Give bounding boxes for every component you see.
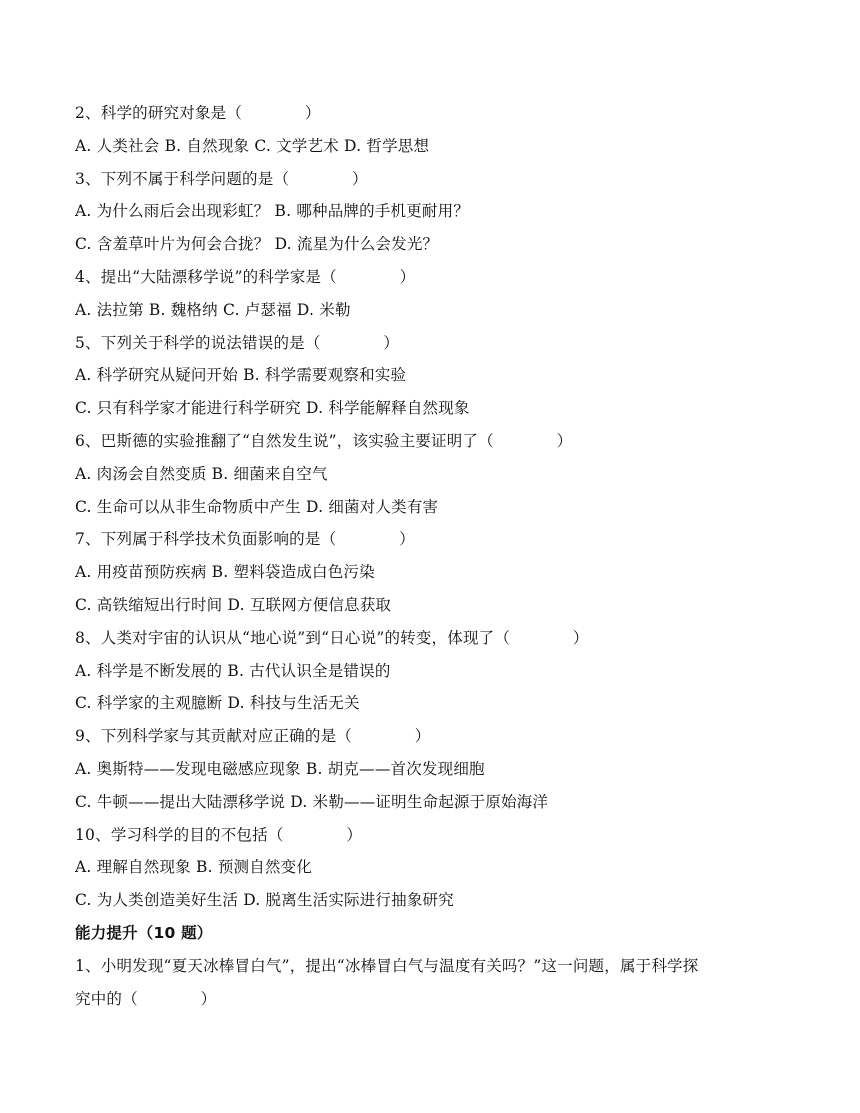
question-options: A. 科学研究从疑问开始 B. 科学需要观察和实验 (75, 366, 407, 385)
question-options: C. 只有科学家才能进行科学研究 D. 科学能解释自然现象 (75, 399, 470, 418)
question-options: A. 为什么雨后会出现彩虹？ B. 哪种品牌的手机更耐用？ (75, 202, 470, 221)
question-options: C. 高铁缩短出行时间 D. 互联网方便信息获取 (75, 595, 392, 614)
question-stem: 9、下列科学家与其贡献对应正确的是（ ） (75, 727, 431, 746)
question-options: A. 肉汤会自然变质 B. 细菌来自空气 (75, 464, 328, 483)
question-stem: 7、下列属于科学技术负面影响的是（ ） (75, 530, 415, 549)
section-heading: 能力提升（10 题） (75, 923, 213, 942)
question-stem-continued: 究中的（ ） (75, 989, 217, 1008)
question-options: A. 人类社会 B. 自然现象 C. 文学艺术 D. 哲学思想 (75, 136, 430, 155)
question-options: C. 科学家的主观臆断 D. 科技与生活无关 (75, 694, 360, 713)
question-options: A. 法拉第 B. 魏格纳 C. 卢瑟福 D. 米勒 (75, 300, 351, 319)
question-options: C. 为人类创造美好生活 D. 脱离生活实际进行抽象研究 (75, 891, 454, 910)
question-options: C. 牛顿——提出大陆漂移学说 D. 米勒——证明生命起源于原始海洋 (75, 792, 549, 811)
question-options: A. 奥斯特——发现电磁感应现象 B. 胡克——首次发现细胞 (75, 759, 485, 778)
question-stem: 1、小明发现“夏天冰棒冒白气”，提出“冰棒冒白气与温度有关吗？”这一问题，属于科学探 (75, 956, 699, 975)
question-stem: 4、提出“大陆漂移学说”的科学家是（ ） (75, 267, 416, 286)
question-options: C. 生命可以从非生命物质中产生 D. 细菌对人类有害 (75, 497, 439, 516)
question-options: A. 理解自然现象 B. 预测自然变化 (75, 858, 313, 877)
question-options: C. 含羞草叶片为何会合拢？ D. 流星为什么会发光？ (75, 235, 439, 254)
question-stem: 10、学习科学的目的不包括（ ） (75, 825, 363, 844)
question-stem: 2、科学的研究对象是（ ） (75, 104, 321, 122)
question-options: A. 用疫苗预防疾病 B. 塑料袋造成白色污染 (75, 563, 375, 582)
question-stem: 3、下列不属于科学问题的是（ ） (75, 169, 368, 188)
question-list (75, 97, 795, 917)
question-stem: 6、巴斯德的实验推翻了“自然发生说”，该实验主要证明了（ ） (75, 431, 573, 450)
question-stem: 8、人类对宇宙的认识从“地心说”到“日心说”的转变，体现了（ ） (75, 628, 589, 647)
question-stem: 5、下列关于科学的说法错误的是（ ） (75, 333, 400, 352)
worksheet-page (75, 97, 795, 1015)
question-options: A. 科学是不断发展的 B. 古代认识全是错误的 (75, 661, 391, 680)
